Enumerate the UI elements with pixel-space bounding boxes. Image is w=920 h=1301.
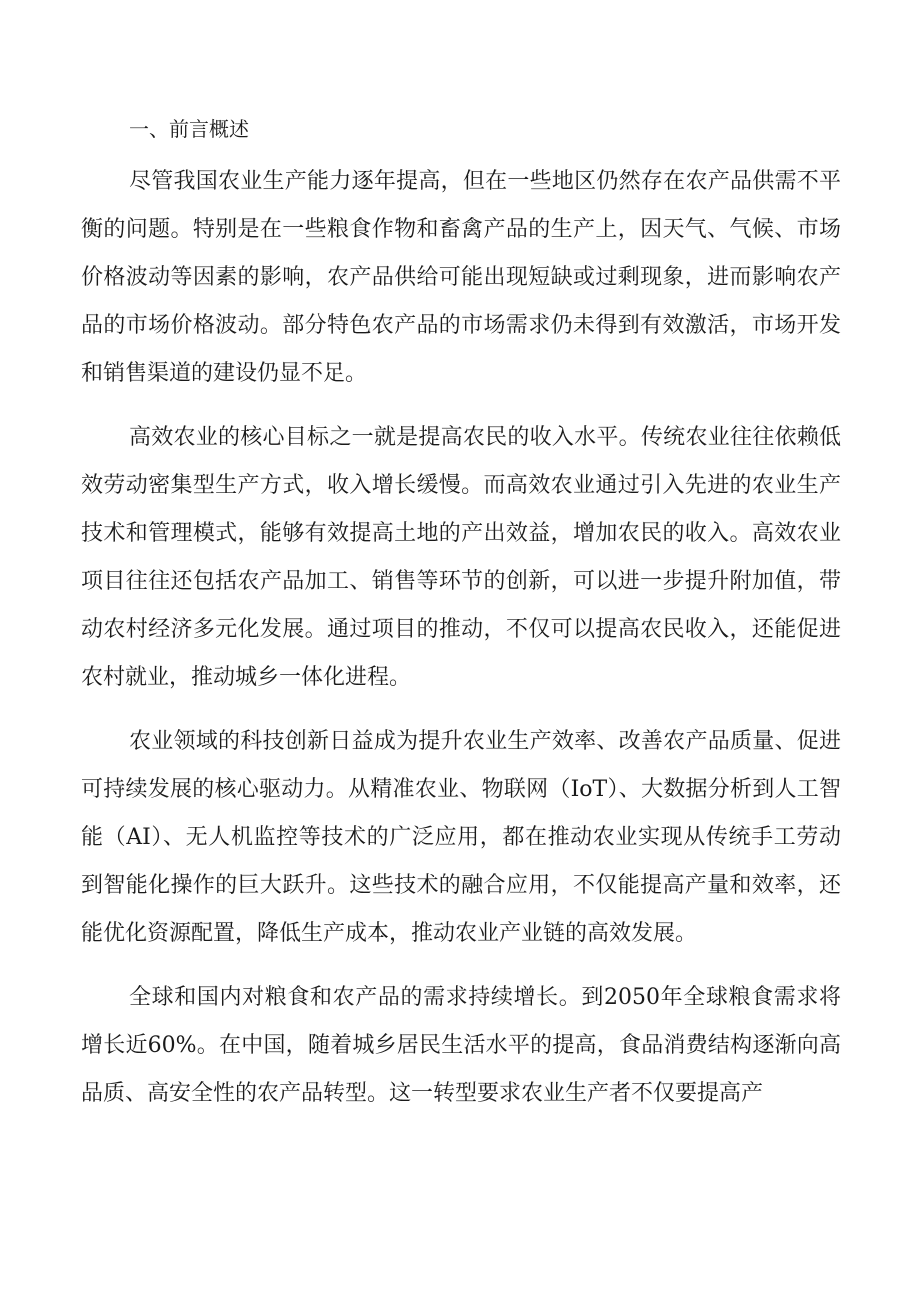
section-heading: 一、前言概述 — [129, 117, 249, 141]
paragraph-farmer-income: 高效农业的核心目标之一就是提高农民的收入水平。传统农业往往依赖低效劳动密集型生产方式，收入增长缓慢。而高效农业通过引入先进的农业生产技术和管理模式，能够有效提高土地的产出效益，增加农民的收入。高效农业项目往往还包括农产品加工、销售等环节的创新，可以进一步提升附加值，带动农村经济多元化发展。通过项目的推动，不仅可以提高农民收入，还能促进农村就业，推动城乡一体化进程。 — [81, 425, 841, 690]
document-page — [81, 106, 841, 1134]
paragraph-supply-demand: 尽管我国农业生产能力逐年提高，但在一些地区仍然存在农产品供需不平衡的问题。特别是在一些粮食作物和畜禽产品的生产上，因天气、气候、市场价格波动等因素的影响，农产品供给可能出现短缺或过剩现象，进而影响农产品的市场价格波动。部分特色农产品的市场需求仍未得到有效激活，市场开发和销售渠道的建设仍显不足。 — [81, 169, 841, 386]
paragraph-tech-innovation: 农业领域的科技创新日益成为提升农业生产效率、改善农产品质量、促进可持续发展的核心驱动力。从精准农业、物联网（IoT）、大数据分析到人工智能（AI）、无人机监控等技术的广泛应用，都在推动农业实现从传统手工劳动到智能化操作的巨大跃升。这些技术的融合应用，不仅能提高产量和效率，还能优化资源配置，降低生产成本，推动农业产业链的高效发展。 — [81, 729, 841, 946]
paragraph-food-demand: 全球和国内对粮食和农产品的需求持续增长。到2050年全球粮食需求将增长近60%。在中国，随着城乡居民生活水平的提高，食品消费结构逐渐向高品质、高安全性的农产品转型。这一转型要求农业生产者不仅要提高产 — [81, 985, 841, 1106]
